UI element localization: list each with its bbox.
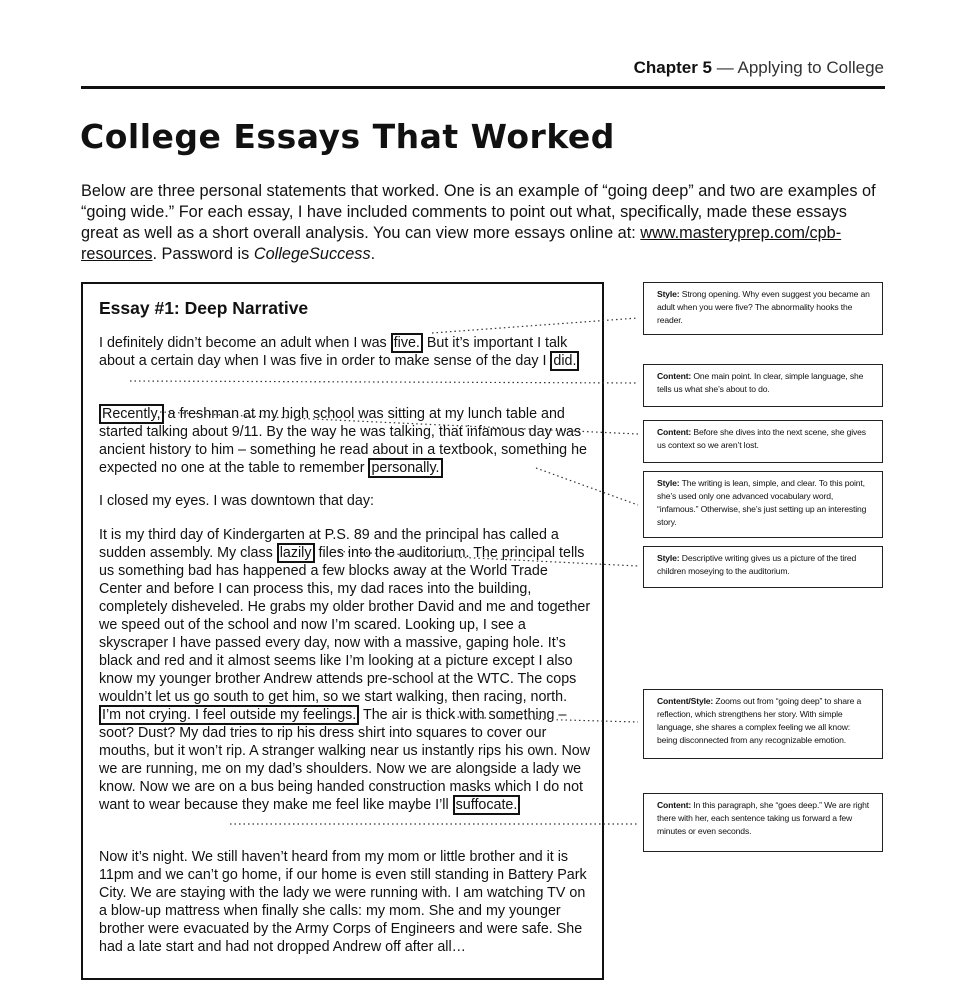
password-text: CollegeSuccess: [253, 245, 371, 263]
p4-text-b: files into the auditorium. The principal tells us something bad has happened a few blocks away at the World Trade Center and before I can process this, my dad races into the building, completely disheveled. He grabs my older brother David and me and together we speed out of the school and now I’m scared. Looking up, I see a skyscraper I have passed every day, now with a massive, gaping hole. It’s black and red and it almost seems like I’m looking at a picture except I also know my younger brother Andrew attends pre-school at the WTC. The cops wouldn’t let us go south to get him, so we start walking, then racing, north.: [99, 545, 591, 705]
p4-text-a: It is my third day of Kindergarten at P.S. 89 and the principal has called a sudden assembly. My class: [99, 527, 559, 561]
note-label: Content:: [657, 427, 692, 437]
highlight-recently: Recently,: [99, 404, 164, 424]
highlight-lazily: lazily: [277, 543, 315, 563]
annotation-1: [643, 282, 883, 335]
note-text: Descriptive writing gives us a picture of the tired children moseying to the auditorium.: [657, 553, 857, 576]
p1-text-b: But it’s important I talk about a certain day when I was five in order to make sense of the day I: [99, 335, 568, 369]
note-label: Style:: [657, 478, 680, 488]
highlight-not-crying: I’m not crying. I feel outside my feelings.: [99, 705, 359, 725]
note-label: Content/Style:: [657, 696, 714, 706]
essay-paragraph-3: I closed my eyes. I was downtown that day:: [99, 493, 374, 509]
note-text: Before she dives into the next scene, she gives us context so we aren’t lost.: [657, 427, 866, 450]
essay-heading: Essay #1: Deep Narrative: [99, 298, 309, 318]
p4-text-c: The air is thick with something – soot? Dust? My dad tries to rip his dress shirt into squares to cover our mouths, but it won’t rip. A stranger walking near us instantly rips his own. Now we are running, me on my dad’s shoulders. Now we are alongside a lady we know. Now we are on a bus being handed construction masks which I do not want to wear because they make me feel like maybe I’ll: [99, 707, 591, 813]
essay-paragraph-5: Now it’s night. We still haven’t heard from my mom or little brother and it is 11pm and we can’t go home, if our home is even still standing in Battery Park City. We are staying with the lady we were running with. I am watching TV on a blow-up mattress when finally she calls: my mom. She and my younger brother were evacuated by the Army Corps of Engineers and were safe. She had a late start and had not dropped Andrew off after all…: [99, 849, 587, 955]
note-label: Style:: [657, 553, 680, 563]
note-label: Style:: [657, 289, 680, 299]
section-label: Applying to College: [737, 58, 884, 77]
header-rule: [81, 86, 885, 89]
note-text: Strong opening. Why even suggest you became an adult when you were five? The abnormality hooks the reader.: [657, 289, 870, 325]
highlight-personally: personally.: [368, 458, 442, 478]
annotation-5: [643, 546, 883, 588]
p1-text-a: I definitely didn’t become an adult when I was: [99, 335, 391, 351]
note-text: One main point. In clear, simple language, she tells us what she’s about to do.: [657, 371, 864, 394]
annotation-6: [643, 689, 883, 759]
annotation-7: [643, 793, 883, 852]
intro-end: .: [370, 245, 376, 263]
essay-paragraph-4: [99, 526, 593, 814]
highlight-did: did.: [550, 351, 579, 371]
intro-text: Below are three personal statements that worked. One is an example of “going deep” and two are examples of “going wide.” For each essay, I have included comments to point out what, specifically, made these essays great as well as a short overall analysis. You can view more essays online at:: [81, 182, 876, 242]
annotation-4: [643, 471, 883, 538]
essay-box: [81, 282, 604, 980]
highlight-five: five.: [391, 333, 423, 353]
intro-mid: . Password is: [152, 245, 254, 263]
page-title: College Essays That Worked: [80, 117, 615, 156]
note-text: The writing is lean, simple, and clear. To this point, she’s used only one advanced vocabulary word, “infamous.” Otherwise, she’s just setting up an interesting story.: [657, 478, 867, 527]
note-text: Zooms out from “going deep” to share a reflection, which strengthens her story. With simple language, she shares a complex feeling we all know: being disconnected from any recognizable emotion.: [657, 696, 862, 745]
note-text: In this paragraph, she “goes deep.” We are right there with her, each sentence taking us forward a few minutes or even seconds.: [657, 800, 869, 836]
header-separator: —: [712, 58, 738, 77]
p2-text: a freshman at my high school was sitting at my lunch table and started talking about 9/11. By the way he was talking, that infamous day was ancient history to him – something he read about in a textbook, something he expected no one at the table to remember: [99, 406, 587, 476]
resources-link[interactable]: www.masteryprep.com/cpb-resources: [81, 224, 842, 263]
note-label: Content:: [657, 371, 692, 381]
chapter-label: Chapter 5: [633, 58, 712, 77]
highlight-suffocate: suffocate.: [453, 795, 521, 815]
annotation-3: [643, 420, 883, 463]
annotation-2: [643, 364, 883, 407]
essay-paragraph-1: [99, 334, 593, 370]
essay-paragraph-2: [99, 405, 593, 477]
intro-paragraph: [81, 181, 881, 265]
running-header: [634, 58, 884, 78]
note-label: Content:: [657, 800, 692, 810]
